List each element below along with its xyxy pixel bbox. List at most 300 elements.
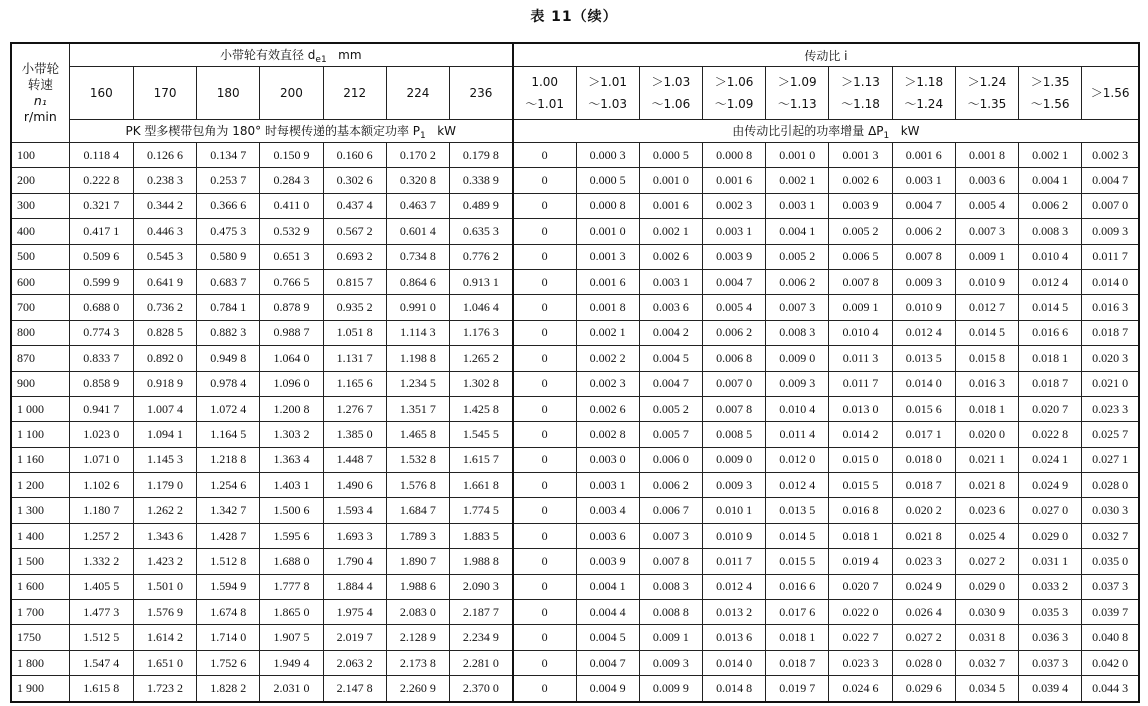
power-increment-cell: 0.015 5	[766, 549, 829, 574]
table-row	[11, 600, 1139, 625]
power-increment-cell: 0.033 2	[1019, 574, 1082, 599]
ratio-header-cell	[829, 67, 892, 120]
ratio-range-end: ～1.01	[525, 97, 565, 111]
power-cell: 1.684 7	[386, 498, 449, 523]
power-cell: 1.500 6	[260, 498, 323, 523]
power-cell: 1.615 8	[69, 676, 133, 702]
table-row	[11, 295, 1139, 320]
power-cell: 0.545 3	[133, 244, 196, 269]
ratio-range-end: ～1.03	[588, 97, 627, 111]
power-increment-cell: 0.028 0	[1082, 473, 1139, 498]
table-row	[11, 549, 1139, 574]
power-increment-cell: 0.008 3	[766, 320, 829, 345]
table-row	[11, 371, 1139, 396]
power-increment-cell: 0.016 8	[829, 498, 892, 523]
power-increment-cell: 0.023 3	[829, 650, 892, 675]
power-increment-cell: 0.009 3	[639, 650, 702, 675]
power-increment-cell: 0	[513, 168, 576, 193]
power-increment-cell: 0.020 7	[1019, 396, 1082, 421]
power-cell: 0.988 7	[260, 320, 323, 345]
power-increment-cell: 0.021 8	[955, 473, 1018, 498]
power-increment-cell: 0.003 4	[576, 498, 639, 523]
power-increment-cell: 0.002 1	[766, 168, 829, 193]
power-increment-cell: 0.004 7	[702, 269, 765, 294]
power-increment-cell: 0.035 3	[1019, 600, 1082, 625]
power-increment-cell: 0.031 8	[955, 625, 1018, 650]
table-row	[11, 650, 1139, 675]
power-increment-cell: 0.016 3	[1082, 295, 1139, 320]
power-cell: 1.501 0	[133, 574, 196, 599]
power-increment-cell: 0.024 1	[1019, 447, 1082, 472]
power-cell: 1.448 7	[323, 447, 386, 472]
power-cell: 1.423 2	[133, 549, 196, 574]
power-increment-cell: 0.011 7	[702, 549, 765, 574]
power-increment-cell: 0.001 8	[955, 143, 1018, 168]
diameter-header-cell: 236	[450, 67, 513, 120]
power-cell: 1.302 8	[450, 371, 513, 396]
power-cell: 1.094 1	[133, 422, 196, 447]
power-increment-cell: 0.027 1	[1082, 447, 1139, 472]
power-unit: kW	[437, 123, 457, 138]
power-cell: 1.547 4	[69, 650, 133, 675]
power-cell: 0.601 4	[386, 219, 449, 244]
power-cell: 2.173 8	[386, 650, 449, 675]
power-increment-cell: 0.004 1	[766, 219, 829, 244]
power-increment-cell: 0.003 6	[639, 295, 702, 320]
power-cell: 0.338 9	[450, 168, 513, 193]
power-cell: 0.411 0	[260, 193, 323, 218]
speed-cell: 500	[11, 244, 69, 269]
power-increment-cell: 0.024 9	[1019, 473, 1082, 498]
power-cell: 0.878 9	[260, 295, 323, 320]
power-cell: 0.683 7	[197, 269, 260, 294]
ratio-header-cell	[639, 67, 702, 120]
power-increment-cell: 0.042 0	[1082, 650, 1139, 675]
table-row	[11, 168, 1139, 193]
power-increment-cell: 0.006 7	[639, 498, 702, 523]
power-increment-cell: 0.009 0	[702, 447, 765, 472]
power-increment-cell: 0.014 2	[829, 422, 892, 447]
power-increment-cell: 0.012 7	[955, 295, 1018, 320]
power-increment-cell: 0.018 7	[892, 473, 955, 498]
power-cell: 1.674 8	[197, 600, 260, 625]
power-increment-cell: 0	[513, 650, 576, 675]
power-cell: 1.064 0	[260, 346, 323, 371]
speed-column-header	[11, 43, 69, 143]
power-cell: 1.343 6	[133, 523, 196, 548]
power-increment-cell: 0.002 2	[576, 346, 639, 371]
power-increment-cell: 0.000 8	[576, 193, 639, 218]
power-cell: 1.907 5	[260, 625, 323, 650]
power-increment-cell: 0.023 6	[955, 498, 1018, 523]
ratio-header-cell	[702, 67, 765, 120]
power-cell: 0.321 7	[69, 193, 133, 218]
power-increment-cell: 0.005 4	[702, 295, 765, 320]
power-increment-cell: 0	[513, 244, 576, 269]
ratio-range-start: ＞1.13	[841, 75, 880, 89]
power-cell: 1.595 6	[260, 523, 323, 548]
speed-cell: 300	[11, 193, 69, 218]
power-cell: 1.890 7	[386, 549, 449, 574]
power-cell: 1.651 0	[133, 650, 196, 675]
power-cell: 1.179 0	[133, 473, 196, 498]
power-rating-table	[10, 42, 1140, 703]
power-cell: 1.254 6	[197, 473, 260, 498]
power-increment-cell: 0.009 1	[955, 244, 1018, 269]
power-cell: 2.063 2	[323, 650, 386, 675]
table-row	[11, 269, 1139, 294]
power-increment-cell: 0.012 4	[1019, 269, 1082, 294]
power-increment-cell: 0.004 1	[576, 574, 639, 599]
power-increment-cell: 0.014 5	[766, 523, 829, 548]
power-cell: 1.883 5	[450, 523, 513, 548]
power-increment-cell: 0.008 5	[702, 422, 765, 447]
speed-cell: 1 600	[11, 574, 69, 599]
power-cell: 1.351 7	[386, 396, 449, 421]
power-increment-cell: 0	[513, 600, 576, 625]
power-increment-cell: 0.006 2	[639, 473, 702, 498]
ratio-header-cell	[766, 67, 829, 120]
power-cell: 0.446 3	[133, 219, 196, 244]
power-increment-cell: 0.030 3	[1082, 498, 1139, 523]
power-cell: 1.949 4	[260, 650, 323, 675]
power-cell: 0.651 3	[260, 244, 323, 269]
speed-cell: 1 200	[11, 473, 69, 498]
power-increment-cell: 0.003 1	[639, 269, 702, 294]
power-increment-cell: 0.006 0	[639, 447, 702, 472]
power-cell: 2.260 9	[386, 676, 449, 702]
power-increment-cell: 0.032 7	[955, 650, 1018, 675]
power-increment-cell: 0.006 2	[1019, 193, 1082, 218]
power-cell: 1.661 8	[450, 473, 513, 498]
delta-subscript: 1	[883, 130, 890, 141]
power-cell: 0.284 3	[260, 168, 323, 193]
power-increment-cell: 0.015 0	[829, 447, 892, 472]
power-cell: 0.238 3	[133, 168, 196, 193]
power-increment-cell: 0.016 3	[955, 371, 1018, 396]
table-row	[11, 396, 1139, 421]
power-increment-cell: 0.003 6	[955, 168, 1018, 193]
power-cell: 0.784 1	[197, 295, 260, 320]
ratio-range-start: ＞1.56	[1090, 86, 1130, 100]
power-increment-cell: 0.003 0	[576, 447, 639, 472]
power-cell: 0.734 8	[386, 244, 449, 269]
power-cell: 0.978 4	[197, 371, 260, 396]
power-increment-cell: 0.029 0	[1019, 523, 1082, 548]
power-cell: 0.509 6	[69, 244, 133, 269]
power-increment-cell: 0.006 2	[892, 219, 955, 244]
power-increment-cell: 0.005 2	[829, 219, 892, 244]
power-cell: 0.150 9	[260, 143, 323, 168]
power-cell: 2.281 0	[450, 650, 513, 675]
power-cell: 0.641 9	[133, 269, 196, 294]
power-increment-cell: 0.008 3	[1019, 219, 1082, 244]
power-cell: 1.218 8	[197, 447, 260, 472]
power-increment-cell: 0.005 2	[766, 244, 829, 269]
diameter-header-cell: 170	[133, 67, 196, 120]
power-cell: 1.145 3	[133, 447, 196, 472]
ratio-header-cell	[1019, 67, 1082, 120]
power-increment-cell: 0.027 2	[955, 549, 1018, 574]
power-increment-cell: 0.013 5	[766, 498, 829, 523]
power-increment-cell: 0.034 5	[955, 676, 1018, 702]
power-increment-cell: 0.014 0	[702, 650, 765, 675]
power-cell: 1.265 2	[450, 346, 513, 371]
power-cell: 1.490 6	[323, 473, 386, 498]
power-cell: 0.437 4	[323, 193, 386, 218]
power-increment-cell: 0.015 8	[955, 346, 1018, 371]
power-cell: 0.118 4	[69, 143, 133, 168]
power-increment-cell: 0.010 4	[1019, 244, 1082, 269]
speed-cell: 900	[11, 371, 69, 396]
speed-cell: 870	[11, 346, 69, 371]
power-increment-cell: 0.024 9	[892, 574, 955, 599]
power-increment-cell: 0.023 3	[1082, 396, 1139, 421]
power-increment-cell: 0.010 4	[766, 396, 829, 421]
power-increment-cell: 0.016 6	[766, 574, 829, 599]
power-increment-cell: 0.015 5	[829, 473, 892, 498]
power-cell: 1.405 5	[69, 574, 133, 599]
power-increment-cell: 0.005 2	[639, 396, 702, 421]
power-increment-cell: 0.014 0	[892, 371, 955, 396]
power-cell: 1.576 9	[133, 600, 196, 625]
power-cell: 1.777 8	[260, 574, 323, 599]
power-cell: 0.918 9	[133, 371, 196, 396]
power-increment-cell: 0	[513, 219, 576, 244]
power-increment-cell: 0.015 6	[892, 396, 955, 421]
power-increment-cell: 0.007 3	[955, 219, 1018, 244]
power-cell: 2.031 0	[260, 676, 323, 702]
power-increment-cell: 0.009 3	[1082, 219, 1139, 244]
delta-description-header	[513, 120, 1139, 143]
power-increment-cell: 0.004 7	[576, 650, 639, 675]
power-increment-cell: 0.032 7	[1082, 523, 1139, 548]
power-increment-cell: 0.012 4	[892, 320, 955, 345]
power-cell: 0.693 2	[323, 244, 386, 269]
power-increment-cell: 0	[513, 676, 576, 702]
power-increment-cell: 0.037 3	[1019, 650, 1082, 675]
power-increment-cell: 0.002 6	[639, 244, 702, 269]
power-increment-cell: 0.006 5	[829, 244, 892, 269]
power-increment-cell: 0.009 1	[829, 295, 892, 320]
ratio-header-cell	[1082, 67, 1139, 120]
power-increment-cell: 0.037 3	[1082, 574, 1139, 599]
power-cell: 1.165 6	[323, 371, 386, 396]
power-increment-cell: 0.030 9	[955, 600, 1018, 625]
ratio-range-start: ＞1.06	[714, 75, 754, 89]
ratio-range-start: ＞1.01	[588, 75, 627, 89]
power-increment-cell: 0.003 6	[576, 523, 639, 548]
power-increment-cell: 0.007 8	[639, 549, 702, 574]
diameter-caption: 小带轮有效直径 d	[219, 47, 316, 62]
power-cell: 1.200 8	[260, 396, 323, 421]
power-increment-cell: 0.044 3	[1082, 676, 1139, 702]
power-cell: 1.071 0	[69, 447, 133, 472]
power-cell: 1.072 4	[197, 396, 260, 421]
power-increment-cell: 0.022 8	[1019, 422, 1082, 447]
power-increment-cell: 0.029 0	[955, 574, 1018, 599]
table-row	[11, 625, 1139, 650]
table-row	[11, 676, 1139, 702]
power-increment-cell: 0.004 1	[1019, 168, 1082, 193]
power-cell: 1.342 7	[197, 498, 260, 523]
table-row	[11, 346, 1139, 371]
speed-header-line-2: 转速	[27, 77, 53, 92]
power-cell: 0.913 1	[450, 269, 513, 294]
power-increment-cell: 0.002 1	[1019, 143, 1082, 168]
power-increment-cell: 0	[513, 320, 576, 345]
power-cell: 0.567 2	[323, 219, 386, 244]
power-cell: 0.776 2	[450, 244, 513, 269]
power-increment-cell: 0.009 9	[639, 676, 702, 702]
power-increment-cell: 0.002 6	[829, 168, 892, 193]
power-cell: 0.179 8	[450, 143, 513, 168]
power-cell: 1.752 6	[197, 650, 260, 675]
power-cell: 1.988 8	[450, 549, 513, 574]
power-increment-cell: 0	[513, 447, 576, 472]
power-cell: 1.693 3	[323, 523, 386, 548]
delta-unit: kW	[900, 123, 920, 138]
power-increment-cell: 0.039 7	[1082, 600, 1139, 625]
power-cell: 0.170 2	[386, 143, 449, 168]
power-increment-cell: 0.002 1	[639, 219, 702, 244]
power-cell: 1.789 3	[386, 523, 449, 548]
ratio-range-start: 1.00	[531, 75, 559, 89]
power-cell: 1.363 4	[260, 447, 323, 472]
power-cell: 1.102 6	[69, 473, 133, 498]
ratio-range-start: ＞1.09	[777, 75, 817, 89]
table-row	[11, 320, 1139, 345]
power-increment-cell: 0.001 3	[576, 244, 639, 269]
table-row	[11, 498, 1139, 523]
power-increment-cell: 0.007 3	[766, 295, 829, 320]
power-cell: 1.262 2	[133, 498, 196, 523]
power-increment-cell: 0.006 2	[766, 269, 829, 294]
power-increment-cell: 0.018 7	[1082, 320, 1139, 345]
power-increment-cell: 0.018 0	[892, 447, 955, 472]
power-cell: 0.736 2	[133, 295, 196, 320]
power-increment-cell: 0.014 8	[702, 676, 765, 702]
power-subscript: 1	[420, 130, 426, 141]
power-cell: 1.688 0	[260, 549, 323, 574]
power-cell: 0.463 7	[386, 193, 449, 218]
power-increment-cell: 0.007 0	[1082, 193, 1139, 218]
power-increment-cell: 0.008 3	[639, 574, 702, 599]
power-cell: 1.234 5	[386, 371, 449, 396]
power-increment-cell: 0.011 4	[766, 422, 829, 447]
power-increment-cell: 0.039 4	[1019, 676, 1082, 702]
power-increment-cell: 0.018 1	[1019, 346, 1082, 371]
power-cell: 1.594 9	[197, 574, 260, 599]
ratio-header-cell	[576, 67, 639, 120]
speed-header-line-4: r/min	[23, 109, 57, 124]
power-increment-cell: 0.012 4	[766, 473, 829, 498]
power-cell: 0.489 9	[450, 193, 513, 218]
power-increment-cell: 0.012 0	[766, 447, 829, 472]
power-cell: 2.370 0	[450, 676, 513, 702]
power-increment-cell: 0.001 3	[829, 143, 892, 168]
power-cell: 1.332 2	[69, 549, 133, 574]
power-increment-cell: 0.009 0	[766, 346, 829, 371]
table-row	[11, 574, 1139, 599]
power-increment-cell: 0.021 8	[892, 523, 955, 548]
ratio-range-end: ～1.35	[967, 97, 1007, 111]
diameter-header-cell: 180	[197, 67, 260, 120]
power-increment-cell: 0	[513, 193, 576, 218]
power-increment-cell: 0.001 8	[576, 295, 639, 320]
power-cell: 1.303 2	[260, 422, 323, 447]
power-cell: 0.864 6	[386, 269, 449, 294]
power-cell: 0.941 7	[69, 396, 133, 421]
power-cell: 0.366 6	[197, 193, 260, 218]
power-cell: 1.023 0	[69, 422, 133, 447]
power-cell: 0.858 9	[69, 371, 133, 396]
power-cell: 1.428 7	[197, 523, 260, 548]
power-increment-cell: 0.002 1	[576, 320, 639, 345]
power-increment-cell: 0.001 0	[639, 168, 702, 193]
power-increment-cell: 0.024 6	[829, 676, 892, 702]
ratio-range-start: ＞1.18	[904, 75, 944, 89]
power-increment-cell: 0.006 8	[702, 346, 765, 371]
speed-cell: 1 160	[11, 447, 69, 472]
power-cell: 1.096 0	[260, 371, 323, 396]
speed-cell: 1 800	[11, 650, 69, 675]
power-description-header	[69, 120, 513, 143]
power-increment-cell: 0.021 0	[1082, 371, 1139, 396]
speed-header-line-3: n₁	[33, 93, 47, 108]
speed-cell: 1 300	[11, 498, 69, 523]
ratio-range-start: ＞1.24	[967, 75, 1007, 89]
power-increment-cell: 0.007 8	[829, 269, 892, 294]
power-increment-cell: 0.019 7	[766, 676, 829, 702]
power-increment-cell: 0.017 1	[892, 422, 955, 447]
power-cell: 1.988 6	[386, 574, 449, 599]
power-cell: 0.126 6	[133, 143, 196, 168]
power-cell: 0.320 8	[386, 168, 449, 193]
ratio-header-cell	[513, 67, 576, 120]
speed-cell: 600	[11, 269, 69, 294]
power-cell: 0.253 7	[197, 168, 260, 193]
power-increment-cell: 0.020 7	[829, 574, 892, 599]
power-increment-cell: 0.018 1	[829, 523, 892, 548]
power-increment-cell: 0	[513, 346, 576, 371]
table-row	[11, 219, 1139, 244]
power-cell: 1.465 8	[386, 422, 449, 447]
table-row	[11, 523, 1139, 548]
power-increment-cell: 0.004 4	[576, 600, 639, 625]
power-increment-cell: 0.004 5	[576, 625, 639, 650]
power-increment-cell: 0.004 9	[576, 676, 639, 702]
power-increment-cell: 0.018 7	[1019, 371, 1082, 396]
power-cell: 0.580 9	[197, 244, 260, 269]
power-increment-cell: 0.018 1	[955, 396, 1018, 421]
power-cell: 0.417 1	[69, 219, 133, 244]
power-increment-cell: 0.004 2	[639, 320, 702, 345]
power-increment-cell: 0.025 4	[955, 523, 1018, 548]
power-cell: 1.774 5	[450, 498, 513, 523]
power-increment-cell: 0.000 3	[576, 143, 639, 168]
table-title: 表 11（续）	[530, 9, 618, 25]
power-increment-cell: 0.031 1	[1019, 549, 1082, 574]
power-cell: 2.234 9	[450, 625, 513, 650]
power-increment-cell: 0.002 6	[576, 396, 639, 421]
power-increment-cell: 0.022 7	[829, 625, 892, 650]
ratio-header-cell	[892, 67, 955, 120]
power-increment-cell: 0.002 8	[576, 422, 639, 447]
power-cell: 2.083 0	[386, 600, 449, 625]
power-increment-cell: 0.016 6	[1019, 320, 1082, 345]
power-increment-cell: 0.007 3	[639, 523, 702, 548]
